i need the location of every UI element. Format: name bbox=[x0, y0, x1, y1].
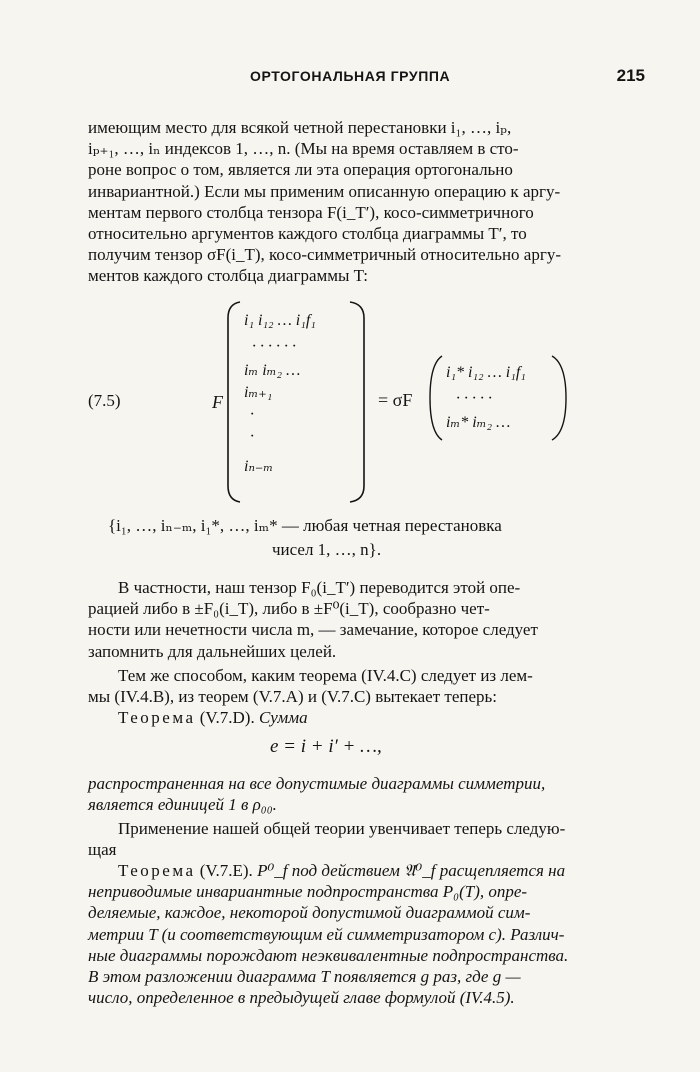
page-number: 215 bbox=[616, 66, 645, 85]
text-line: Применение нашей общей теории увенчивает теперь следую- bbox=[118, 819, 566, 838]
text-line: ности или нечетности числа m, — замечание, которое следует bbox=[88, 620, 538, 640]
text-line: деляемые, каждое, некоторой допустимой диаграммой сим- bbox=[88, 903, 531, 923]
set-condition-line-1: {i₁, …, iₙ₋ₘ, i₁*, …, iₘ* — любая четная перестановка bbox=[108, 516, 502, 535]
lhs-row-4: iₘ₊₁ bbox=[244, 384, 273, 401]
text-line: ментам первого столбца тензора F(i_T′), косо-симметричного bbox=[88, 202, 534, 222]
lhs-row-6: · bbox=[250, 428, 254, 445]
lhs-row-1: i₁ i₁₂ … i₁f₁ bbox=[244, 312, 316, 329]
text-line: имеющим место для всякой четной перестановки i₁, …, iₚ, bbox=[88, 118, 512, 137]
text-line: инвариантной.) Если мы применим описанную операцию к аргу- bbox=[88, 181, 561, 201]
text-line: рацией либо в ±F₀(i_T), либо в ±F⁰(i_T), сообразно чет- bbox=[88, 599, 490, 619]
text-line: метрии T (и соответствующим ей симметризатором c). Различ- bbox=[88, 924, 565, 944]
lhs-row-2: · · · · · · bbox=[252, 338, 296, 355]
set-condition-line-2: чисел 1, …, n}. bbox=[272, 540, 382, 559]
text-line: роне вопрос о том, является ли эта операция ортогонально bbox=[88, 160, 513, 180]
text-line: Тем же способом, каким теорема (IV.4.C) следует из лем- bbox=[118, 666, 533, 685]
page-header bbox=[88, 66, 645, 92]
rhs-row-2: · · · · · bbox=[456, 390, 492, 407]
theorem-d-body bbox=[88, 773, 644, 815]
text-line: относительно аргументов каждого столбца диаграммы T′, то bbox=[88, 224, 527, 244]
theorem-d-heading bbox=[88, 707, 644, 728]
text-line: число, определенное в предыдущей главе формулой (IV.4.5). bbox=[88, 988, 515, 1008]
text-line: является единицей 1 в ρ₀₀. bbox=[88, 795, 277, 815]
text-line: ментов каждого столбца диаграммы T: bbox=[88, 266, 368, 286]
text-line: неприводимые инвариантные подпространства P₀(T), опре- bbox=[88, 882, 528, 902]
theorem-label: Теорема bbox=[118, 708, 196, 727]
text-line: В этом разложении диаграмма T появляется g раз, где g — bbox=[88, 967, 521, 987]
text-line: В частности, наш тензор F₀(i_T′) переводится этой опе- bbox=[118, 578, 521, 597]
lhs-row-7: iₙ₋ₘ bbox=[244, 458, 274, 475]
text-line: ные диаграммы порождают неэквивалентные подпространства. bbox=[88, 945, 569, 965]
theorem-ref: (V.7.E). bbox=[199, 861, 253, 880]
text-line: iₚ₊₁, …, iₙ индексов 1, …, n. (Мы на время оставляем в сто- bbox=[88, 139, 519, 159]
paragraph-1 bbox=[88, 117, 644, 287]
text-line: мы (IV.4.B), из теорем (V.7.A) и (V.7.C) вытекает теперь: bbox=[88, 687, 497, 707]
running-title: ОРТОГОНАЛЬНАЯ ГРУППА bbox=[250, 68, 451, 84]
paragraph-3 bbox=[88, 665, 644, 707]
text-line: щая bbox=[88, 840, 117, 860]
theorem-lead: Сумма bbox=[258, 708, 308, 727]
paragraph-4 bbox=[88, 818, 644, 860]
rhs-row-1: i₁* i₁₂ … i₁f₁ bbox=[446, 364, 526, 381]
text-line: запомнить для дальнейших целей. bbox=[88, 641, 337, 661]
theorem-e bbox=[88, 860, 644, 1008]
text-line: получим тензор σF(i_T), косо-симметричный относительно аргу- bbox=[88, 245, 561, 265]
rhs-row-3: iₘ* iₘ₂ … bbox=[446, 414, 511, 431]
sum-equation: e = i + i′ + …, bbox=[270, 736, 382, 757]
eq-sign-sigma-F: = σF bbox=[378, 390, 413, 410]
paragraph-2 bbox=[88, 577, 644, 662]
equation-7-5 bbox=[210, 298, 590, 508]
theorem-label: Теорема bbox=[118, 861, 196, 880]
equation-label: (7.5) bbox=[88, 391, 121, 410]
lhs-symbol: F bbox=[212, 392, 223, 412]
lhs-row-5: · bbox=[250, 406, 254, 423]
text-line: P⁰_f под действием 𝔄⁰_f расщепляется на bbox=[257, 861, 566, 880]
theorem-e-first-line bbox=[88, 860, 644, 881]
theorem-ref: (V.7.D). bbox=[199, 708, 255, 727]
lhs-row-3: iₘ iₘ₂ … bbox=[244, 362, 301, 379]
text-line: распространенная на все допустимые диаграммы симметрии, bbox=[88, 774, 546, 793]
